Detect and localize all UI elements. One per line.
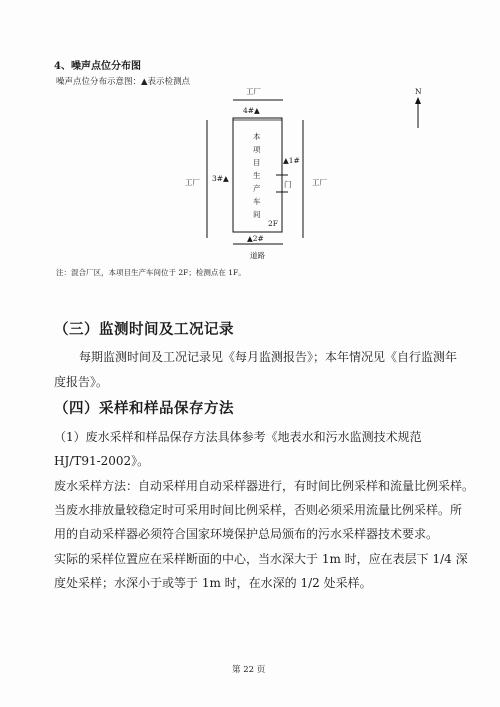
section-title: 4、噪声点位分布图 [54,61,141,72]
diagram-note: 注：混合厂区，本项目生产车间位于 2F；检测点在 1F。 [56,268,246,277]
paragraph-line: 度处采样；水深小于或等于 1m 时，在水深的 1/2 处采样。 [54,576,372,590]
monitoring-point-2: ▲2# [247,234,264,243]
section-heading: （四）采样和样品保存方法 [54,400,234,417]
building-label [253,130,263,221]
north-label: N [415,87,422,96]
page-number: 第 22 页 [232,665,266,675]
building-label-char: 生 [253,171,261,180]
building-label-char: 间 [253,210,261,219]
monitoring-point-1: ▲1# [283,156,300,165]
diagram-caption: 噪声点位分布示意图：▲表示检测点 [56,77,191,87]
factory-right-label: 工厂 [312,178,327,187]
floor-label: 2F [268,219,278,228]
road-label: 道路 [250,251,265,260]
paragraph-line: 当废水排放量较稳定时可采用时间比例采样，否则必须采用流量比例采样。所 [54,503,463,517]
door-label: 门 [284,180,292,189]
building-label-char: 本 [253,132,261,141]
paragraph-line: （1）废水采样和样品保存方法具体参考《地表水和污水监测技术规范 [54,430,422,444]
factory-top-label: 工厂 [246,87,261,96]
paragraph-line: 每期监测时间及工况记录见《每月监测报告》；本年情况见《自行监测年 [79,350,458,364]
building-label-char: 项 [253,145,261,154]
building-label-char: 车 [253,197,261,206]
paragraph-line: HJ/T91-2002》。 [54,454,150,468]
monitoring-point-4: 4#▲ [243,106,260,115]
paragraph-line: 度报告》。 [54,375,109,389]
paragraph-line: 实际的采样位置应在采样断面的中心，当水深大于 1m 时，应在表层下 1/4 深 [54,552,468,566]
section-heading: （三）监测时间及工况记录 [54,321,234,338]
monitoring-point-3: 3#▲ [212,174,229,183]
paragraph-line: 用的自动采样器必须符合国家环境保护总局颁布的污水采样器技术要求。 [54,527,439,541]
building-label-char: 目 [253,158,261,167]
paragraph-line: 废水采样方法：自动采样用自动采样器进行，有时间比例采样和流量比例采样。 [54,479,475,493]
factory-left-label: 工厂 [185,178,200,187]
building-label-char: 产 [253,184,261,193]
